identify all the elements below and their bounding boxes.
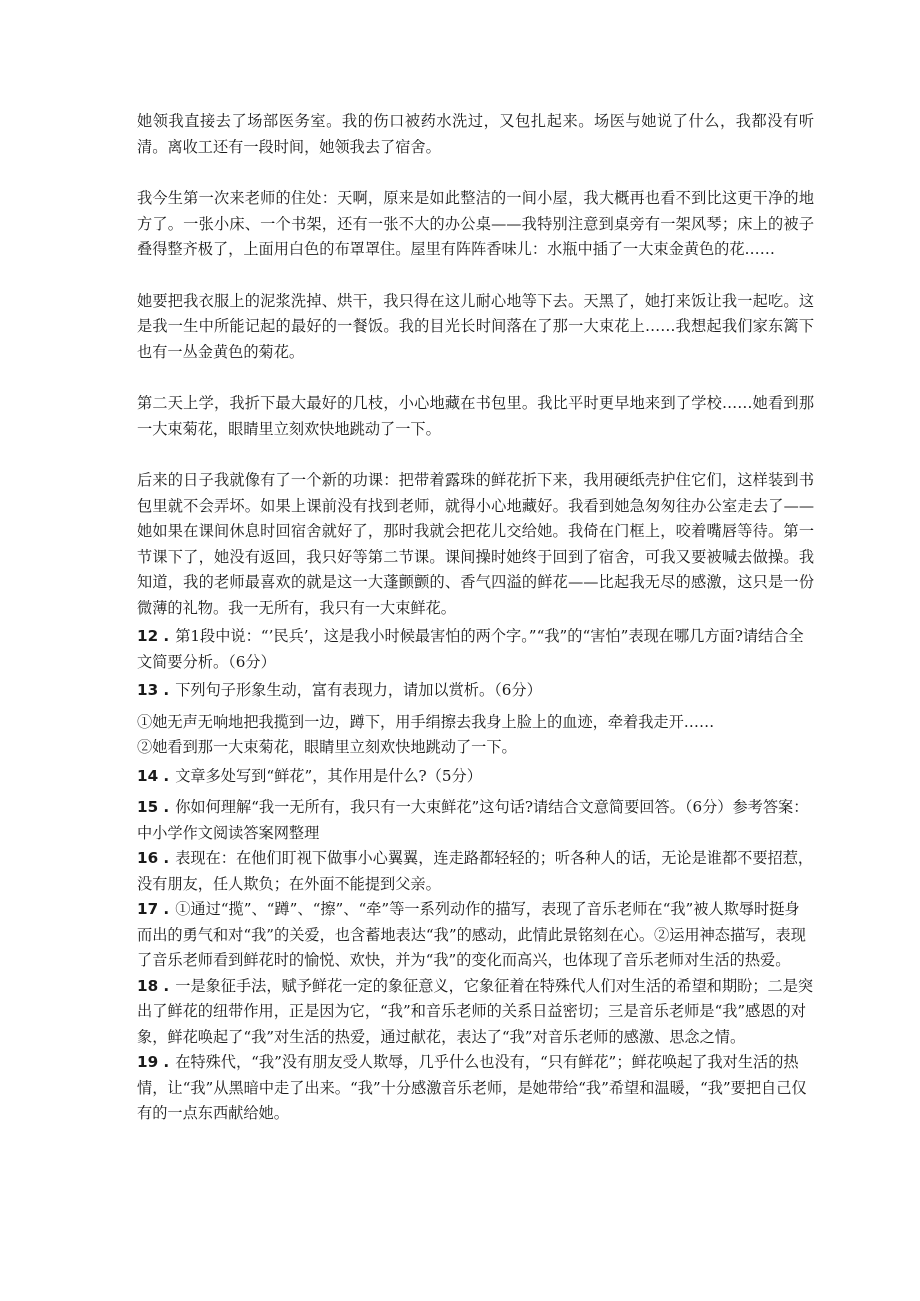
question-14 bbox=[137, 764, 814, 790]
question-13 bbox=[137, 678, 814, 704]
answer-text: 表现在：在他们盯视下做事小心翼翼，连走路都轻轻的；听各种人的话，无论是谁都不要招惹，没有朋友，任人欺负；在外面不能提到父亲。 bbox=[137, 849, 814, 893]
q13-sentence-2: ②她看到那一大束菊花，眼睛里立刻欢快地跳动了一下。 bbox=[137, 738, 517, 756]
question-number: 15 . bbox=[137, 798, 170, 816]
answer-17 bbox=[137, 897, 814, 974]
answer-text: ①通过“揽”、“蹲”、“擦”、“牵”等一系列动作的描写，表现了音乐老师在“我”被人欺辱时挺身而出的勇气和对“我”的关爱，也含蓄地表达“我”的感动，此情此景铭刻在心。②运用神态描写，表现了音乐老师看到鲜花时的愉悦、欢快，并为“我”的变化而高兴，也体现了音乐老师对生活的热爱。 bbox=[137, 900, 806, 969]
q13-sentence-1: ①她无声无响地把我揽到一边，蹲下，用手绢擦去我身上脸上的血迹，牵着我走开…… bbox=[137, 712, 715, 731]
answer-number: 16 . bbox=[137, 849, 170, 867]
question-12 bbox=[137, 624, 814, 675]
question-text: 文章多处写到“鲜花”，其作用是什么?（5分） bbox=[175, 766, 482, 785]
question-number: 12 . bbox=[137, 627, 170, 645]
question-text: 你如何理解“我一无所有，我只有一大束鲜花”这句话?请结合文意简要回答。（6分）参考答案：中小学作文阅读答案网整理 bbox=[137, 798, 809, 842]
answer-number: 19 . bbox=[137, 1053, 170, 1071]
passage-paragraph-3: 她要把我衣服上的泥浆洗掉、烘干，我只得在这儿耐心地等下去。天黑了，她打来饭让我一起吃。这是我一生中所能记起的最好的一餐饭。我的目光长时间落在了那一大束花上……我想起我们家东篱下也有一丛金黄色的菊花。 bbox=[137, 291, 814, 361]
question-text: 第1段中说：“’民兵’，这是我小时候最害怕的两个字。”“我”的“害怕”表现在哪几方面?请结合全文简要分析。（6分） bbox=[137, 627, 804, 671]
answer-number: 18 . bbox=[137, 976, 170, 995]
answer-text: 在特殊代，“我”没有朋友受人欺辱，几乎什么也没有，“只有鲜花”；鲜花唤起了我对生活的热情，让“我”从黑暗中走了出来。“我”十分感激音乐老师，是她带给“我”希望和温暖，“我”要把自己仅有的一点东西献给她。 bbox=[137, 1053, 807, 1122]
question-number: 14 . bbox=[137, 766, 170, 785]
passage-paragraph-1: 她领我直接去了场部医务室。我的伤口被药水洗过，又包扎起来。场医与她说了什么，我都没有听清。离收工还有一段时间，她领我去了宿舍。 bbox=[137, 112, 814, 156]
answer-text: 一是象征手法，赋予鲜花一定的象征意义，它象征着在特殊代人们对生活的希望和期盼；二是突出了鲜花的纽带作用，正是因为它，“我”和音乐老师的关系日益密切；三是音乐老师是“我”感恩的对象，鲜花唤起了“我”对生活的热爱，通过献花，表达了“我”对音乐老师的感激、思念之情。 bbox=[137, 976, 814, 1046]
answer-18 bbox=[137, 974, 814, 1051]
answer-number: 17 . bbox=[137, 900, 170, 918]
answer-16 bbox=[137, 846, 814, 897]
passage-paragraph-2: 我今生第一次来老师的住处：天啊，原来是如此整洁的一间小屋，我大概再也看不到比这更干净的地方了。一张小床、一个书架，还有一张不大的办公桌——我特别注意到桌旁有一架风琴；床上的被子叠得整齐极了，上面用白色的布罩罩住。屋里有阵阵香味儿：水瓶中插了一大束金黄色的花…… bbox=[137, 189, 814, 258]
question-text: 下列句子形象生动，富有表现力，请加以赏析。（6分） bbox=[175, 681, 542, 699]
passage-paragraph-4: 第二天上学，我折下最大最好的几枝，小心地藏在书包里。我比平时更早地来到了学校……她看到那一大束菊花，眼睛里立刻欢快地跳动了一下。 bbox=[137, 394, 814, 438]
question-15 bbox=[137, 795, 814, 846]
question-number: 13 . bbox=[137, 681, 170, 699]
passage-paragraph-5: 后来的日子我就像有了一个新的功课：把带着露珠的鲜花折下来，我用硬纸壳护住它们，这样装到书包里就不会弄坏。如果上课前没有找到老师，就得小心地藏好。我看到她急匆匆往办公室走去了——她如果在课间休息时回宿舍就好了，那时我就会把花儿交给她。我倚在门框上，咬着嘴唇等待。第一节课下了，她没有返回，我只好等第二节课。课间操时她终于回到了宿舍，可我又要被喊去做操。我知道，我的老师最喜欢的就是这一大蓬颤颤的、香气四溢的鲜花——比起我无尽的感激，这只是一份微薄的礼物。我一无所有，我只有一大束鲜花。 bbox=[137, 471, 814, 617]
answer-19 bbox=[137, 1050, 814, 1127]
